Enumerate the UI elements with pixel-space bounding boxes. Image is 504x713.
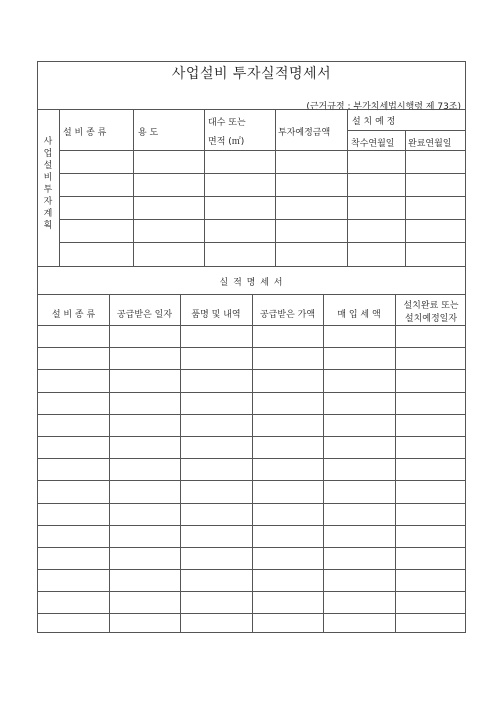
plan-schedule-split bbox=[347, 130, 466, 131]
actual-col-date: 공급받은 일자 bbox=[116, 310, 173, 320]
form-title: 사업설비 투자실적명세서 bbox=[171, 66, 332, 82]
actual-row-line bbox=[38, 591, 466, 592]
actual-row-line bbox=[38, 547, 466, 548]
plan-row-line bbox=[59, 173, 466, 174]
actual-col-done-line2: 설치예정일자 bbox=[404, 314, 458, 324]
actual-row-line bbox=[38, 613, 466, 614]
actual-row-line bbox=[38, 392, 466, 393]
plan-col-count-line1: 대수 또는 bbox=[208, 118, 246, 128]
actual-col-line bbox=[252, 294, 253, 633]
legal-basis: (근거규정 : 부가치세법시행령 제 73조) bbox=[306, 102, 461, 112]
plan-top-border bbox=[38, 109, 466, 110]
plan-col-use: 용 도 bbox=[138, 128, 159, 138]
actual-col-line bbox=[323, 294, 324, 633]
actual-section-title: 실 적 명 세 서 bbox=[219, 278, 284, 288]
plan-row-line bbox=[59, 196, 466, 197]
actual-row-line bbox=[38, 480, 466, 481]
actual-col-done-line1: 설치완료 또는 bbox=[403, 301, 459, 311]
actual-row-line bbox=[38, 414, 466, 415]
actual-col-type: 설 비 종 류 bbox=[51, 310, 96, 320]
plan-col-schedule: 설 치 예 정 bbox=[352, 117, 396, 127]
actual-col-item: 품명 및 내역 bbox=[191, 310, 241, 320]
plan-col-type: 설 비 종 류 bbox=[63, 128, 107, 138]
investment-statement-form bbox=[37, 61, 466, 633]
plan-row-line bbox=[59, 219, 466, 220]
actual-row-line bbox=[38, 325, 466, 326]
plan-col-start: 착수연월일 bbox=[351, 139, 395, 149]
actual-col-price: 공급받은 가액 bbox=[259, 310, 316, 320]
actual-row-line bbox=[38, 503, 466, 504]
plan-row-line bbox=[59, 242, 466, 243]
plan-side-label: 사업설비투자계획 bbox=[43, 137, 53, 231]
actual-row-line bbox=[38, 436, 466, 437]
actual-row-line bbox=[38, 369, 466, 370]
plan-row-line bbox=[59, 150, 466, 151]
plan-col-count-line2: 면적 (㎡) bbox=[208, 137, 245, 147]
plan-col-end: 완료연월일 bbox=[408, 139, 452, 149]
actual-col-vat: 매 입 세 액 bbox=[337, 310, 381, 320]
actual-row-line bbox=[38, 347, 466, 348]
actual-row-line bbox=[38, 525, 466, 526]
actual-row-line bbox=[38, 458, 466, 459]
actual-row-line bbox=[38, 569, 466, 570]
plan-col-amount: 투자예정금액 bbox=[278, 128, 331, 138]
actual-col-line bbox=[109, 294, 110, 633]
plan-bottom-border bbox=[38, 266, 466, 267]
actual-col-line bbox=[180, 294, 181, 633]
actual-col-line bbox=[395, 294, 396, 633]
